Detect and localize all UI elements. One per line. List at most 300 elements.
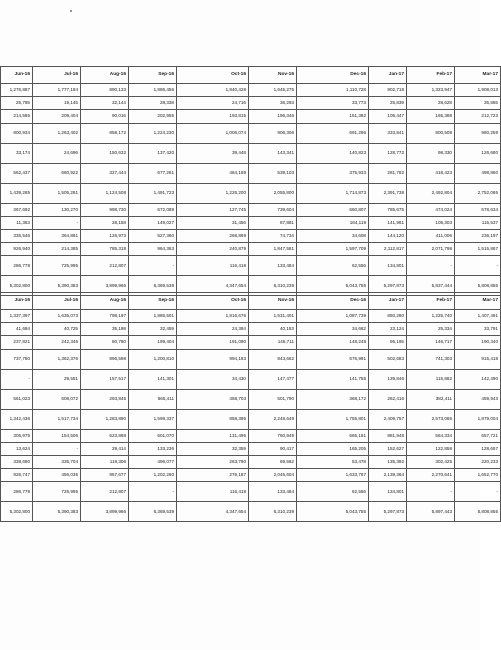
table-cell: 157,517 — [81, 369, 129, 389]
financial-table-top — [0, 66, 501, 296]
table-row — [1, 502, 501, 522]
table-cell: 1,633,767 — [297, 469, 369, 482]
table-cell: 1,515,867 — [455, 243, 501, 256]
table-cell: 2,139,364 — [369, 469, 407, 482]
table-cell: 1,886,456 — [129, 84, 177, 97]
table-cell: 212,807 — [81, 256, 129, 276]
table-cell: 122,858 — [407, 442, 455, 455]
table-cell: 338,690 — [1, 455, 33, 468]
table-row — [1, 482, 501, 502]
table-cell: 5,808,855 — [455, 276, 501, 296]
table-row — [1, 310, 501, 323]
table-cell: 202,955 — [129, 110, 177, 123]
table-cell: 2,409,757 — [369, 409, 407, 429]
column-header: Feb-17 — [407, 67, 455, 84]
table-cell: 29,551 — [33, 369, 81, 389]
column-header: Jun-16 — [1, 293, 33, 310]
table-cell: - — [129, 256, 177, 276]
table-cell: 994,183 — [177, 349, 249, 369]
column-header: Aug-16 — [81, 293, 129, 310]
table-cell: 382,411 — [407, 389, 455, 409]
column-header: Jun-16 — [1, 67, 33, 84]
table-cell: 760,949 — [249, 429, 297, 442]
table-cell: 62,556 — [297, 482, 369, 502]
table-cell: 28,628 — [407, 97, 455, 110]
table-row — [1, 163, 501, 183]
column-header: Sep-16 — [129, 67, 177, 84]
table-cell: 5,808,855 — [455, 502, 501, 522]
table-cell: 53,478 — [297, 455, 369, 468]
table-cell: 368,172 — [297, 389, 369, 409]
table-cell: 5,302,800 — [1, 276, 33, 296]
table-cell: 902,718 — [369, 84, 407, 97]
table-row — [1, 243, 501, 256]
table-cell: 23,124 — [369, 323, 407, 336]
table-cell: 141,755 — [297, 369, 369, 389]
table-cell: 725,995 — [33, 256, 81, 276]
table-cell: 2,573,065 — [407, 409, 455, 429]
table-cell: 32,459 — [129, 323, 177, 336]
table-cell: 501,790 — [249, 389, 297, 409]
table-cell: 115,882 — [407, 369, 455, 389]
scan-speck — [70, 10, 72, 12]
table-cell: 926,940 — [1, 243, 33, 256]
table-cell: 164,119 — [297, 216, 369, 229]
table-cell: 34,430 — [177, 369, 249, 389]
table-cell: 474,024 — [407, 203, 455, 216]
header-row — [1, 293, 501, 310]
table-cell: 34,608 — [297, 229, 369, 242]
table-cell: 146,717 — [407, 336, 455, 349]
table-cell: 578,634 — [455, 203, 501, 216]
table-cell: 190,340 — [455, 336, 501, 349]
table-cell: 116,418 — [177, 482, 249, 502]
table-cell: 6,310,239 — [249, 502, 297, 522]
table-cell: 739,604 — [249, 203, 297, 216]
table-cell: 335,546 — [1, 229, 33, 242]
table-cell: 1,598,337 — [129, 409, 177, 429]
table-cell: 5,897,443 — [407, 502, 455, 522]
table-cell: 741,303 — [407, 349, 455, 369]
table-row — [1, 216, 501, 229]
table-cell: 33,791 — [455, 323, 501, 336]
table-cell: 134,801 — [369, 256, 407, 276]
table-cell: 29,414 — [81, 442, 129, 455]
table-cell: 906,306 — [249, 123, 297, 143]
table-cell: 2,752,065 — [455, 183, 501, 203]
table-cell: 35,198 — [81, 323, 129, 336]
table-cell: 1,337,397 — [1, 310, 33, 323]
column-header: Dec-16 — [297, 293, 369, 310]
table-cell: 896,598 — [81, 349, 129, 369]
table-row — [1, 429, 501, 442]
table-cell: 35,865 — [455, 97, 501, 110]
table-cell: 364,861 — [33, 229, 81, 242]
table-cell: 5,390,383 — [33, 276, 81, 296]
table-cell: 998,730 — [81, 203, 129, 216]
table-cell: 785,318 — [81, 243, 129, 256]
table-cell: 1,517,734 — [33, 409, 81, 429]
table-cell: 154,506 — [33, 429, 81, 442]
table-cell: 25,839 — [369, 97, 407, 110]
table-cell: 4,347,654 — [177, 276, 249, 296]
table-cell: - — [455, 482, 501, 502]
table-cell: 456,035 — [33, 469, 81, 482]
table-cell: 13,624 — [1, 442, 33, 455]
table-cell: 798,197 — [81, 310, 129, 323]
table-cell: 561,023 — [1, 389, 33, 409]
table-cell: 69,562 — [249, 455, 297, 468]
column-header: Nov-16 — [249, 67, 297, 84]
table-cell: 36,293 — [249, 97, 297, 110]
table-cell: 24,716 — [177, 97, 249, 110]
table-cell: 5,302,800 — [1, 502, 33, 522]
table-row — [1, 256, 501, 276]
table-cell: 1,505,261 — [33, 183, 81, 203]
table-cell: 367,692 — [1, 203, 33, 216]
table-cell: 926,747 — [1, 469, 33, 482]
table-cell: 608,072 — [33, 389, 81, 409]
table-cell: 418,423 — [407, 163, 455, 183]
table-cell: 80,780 — [81, 336, 129, 349]
column-header: Jan-17 — [369, 67, 407, 84]
table-cell: 33,773 — [297, 97, 369, 110]
table-cell: 128,772 — [369, 143, 407, 163]
table-cell: 1,816,676 — [177, 310, 249, 323]
column-header: Oct-16 — [177, 293, 249, 310]
table-cell: 32,359 — [177, 442, 249, 455]
table-cell: 5,837,444 — [407, 276, 455, 296]
table-cell: 657,721 — [455, 429, 501, 442]
table-cell: 90,016 — [81, 110, 129, 123]
table-cell: 800,934 — [1, 123, 33, 143]
table-cell: - — [33, 442, 81, 455]
header-row — [1, 67, 501, 84]
table-cell: 87,881 — [249, 216, 297, 229]
table-row — [1, 442, 501, 455]
table-cell: - — [455, 256, 501, 276]
table-cell: - — [407, 482, 455, 502]
table-cell: 286,778 — [1, 482, 33, 502]
table-cell: 1,124,508 — [81, 183, 129, 203]
table-cell: 242,346 — [33, 336, 81, 349]
table-cell: 262,416 — [369, 389, 407, 409]
table-cell: 276,187 — [177, 469, 249, 482]
table-cell: 199,404 — [129, 336, 177, 349]
table-cell: 237,821 — [1, 336, 33, 349]
table-cell: 220,233 — [455, 455, 501, 468]
table-cell: 1,635,073 — [33, 310, 81, 323]
table-row — [1, 123, 501, 143]
table-cell: 5,043,755 — [297, 502, 369, 522]
table-cell: 459,943 — [455, 389, 501, 409]
table-cell: 843,662 — [249, 349, 297, 369]
table-cell: 1,847,581 — [249, 243, 297, 256]
table-cell: 135,392 — [369, 455, 407, 468]
table-cell: - — [129, 482, 177, 502]
table-cell: 881,948 — [369, 429, 407, 442]
table-cell: 527,360 — [129, 229, 177, 242]
table-cell: 1,652,770 — [455, 469, 501, 482]
table-cell: 1,087,739 — [297, 310, 369, 323]
table-cell: 191,090 — [177, 336, 249, 349]
table-cell: 375,933 — [297, 163, 369, 183]
table-cell: 131,495 — [177, 429, 249, 442]
table-cell: 165,388 — [407, 110, 455, 123]
table-cell: 5,043,755 — [297, 276, 369, 296]
table-cell: 3,899,966 — [81, 502, 129, 522]
table-cell: 40,183 — [249, 323, 297, 336]
table-cell: 143,341 — [249, 143, 297, 163]
table-row — [1, 369, 501, 389]
table-cell: 115,537 — [455, 216, 501, 229]
table-cell: 212,723 — [455, 110, 501, 123]
table-cell: 24,696 — [33, 143, 81, 163]
table-cell: 149,027 — [129, 216, 177, 229]
table-row — [1, 203, 501, 216]
table-cell: 665,181 — [297, 429, 369, 442]
table-cell: 2,112,817 — [369, 243, 407, 256]
table-cell: 130,270 — [33, 203, 81, 216]
table-cell: 150,632 — [81, 143, 129, 163]
table-cell: 62,556 — [297, 256, 369, 276]
table-cell: 28,158 — [81, 216, 129, 229]
column-header: Feb-17 — [407, 293, 455, 310]
table-cell: 1,491,723 — [129, 183, 177, 203]
table-cell: 147,477 — [249, 369, 297, 389]
table-cell: 2,270,641 — [407, 469, 455, 482]
table-cell: 137,420 — [129, 143, 177, 163]
table-cell: 5,297,873 — [369, 502, 407, 522]
table-cell: 240,879 — [177, 243, 249, 256]
table-cell: 1,879,004 — [455, 409, 501, 429]
table-cell: 2,071,798 — [407, 243, 455, 256]
table-cell: 3,899,966 — [81, 276, 129, 296]
table-cell: 725,995 — [33, 482, 81, 502]
table-cell: 151,382 — [297, 110, 369, 123]
table-cell: 980,259 — [455, 123, 501, 143]
table-cell: 464,189 — [177, 163, 249, 183]
table-cell: 74,734 — [249, 229, 297, 242]
column-header: Oct-16 — [177, 67, 249, 84]
table-cell: - — [1, 369, 33, 389]
table-cell: 327,444 — [81, 163, 129, 183]
table-cell: 116,418 — [177, 256, 249, 276]
table-cell: 133,236 — [129, 442, 177, 455]
table-cell: 24,384 — [177, 323, 249, 336]
table-cell: 140,823 — [297, 143, 369, 163]
table-cell: 4,347,654 — [177, 502, 249, 522]
table-cell: 858,172 — [81, 123, 129, 143]
table-cell: 139,846 — [369, 369, 407, 389]
table-cell: 1,110,728 — [297, 84, 369, 97]
table-cell: 411,006 — [407, 229, 455, 242]
table-cell: 2,248,649 — [249, 409, 297, 429]
table-cell: 1,006,074 — [177, 123, 249, 143]
table-cell: 305,975 — [1, 429, 33, 442]
table-cell: 1,225,740 — [407, 310, 455, 323]
table-cell: 1,755,801 — [297, 409, 369, 429]
table-cell: 196,346 — [249, 110, 297, 123]
table-cell: 1,276,887 — [1, 84, 33, 97]
table-row — [1, 349, 501, 369]
table-cell: 28,338 — [129, 97, 177, 110]
table-cell: 785,675 — [369, 203, 407, 216]
table-cell: 214,385 — [33, 243, 81, 256]
table-cell: 141,301 — [129, 369, 177, 389]
table-cell: 126,680 — [455, 143, 501, 163]
table-cell: 458,703 — [177, 389, 249, 409]
table-cell: 40,725 — [33, 323, 81, 336]
table-cell: 281,782 — [369, 163, 407, 183]
table-row — [1, 84, 501, 97]
table-cell: 665,411 — [129, 389, 177, 409]
table-cell: 33,174 — [1, 143, 33, 163]
table-cell: 209,404 — [33, 110, 81, 123]
table-cell: 105,447 — [369, 110, 407, 123]
table-cell: 333,841 — [369, 123, 407, 143]
table-cell: 1,224,230 — [129, 123, 177, 143]
table-cell: 11,363 — [1, 216, 33, 229]
table-cell: 850,280 — [369, 310, 407, 323]
table-cell: 858,395 — [177, 409, 249, 429]
column-header: Jul-16 — [33, 293, 81, 310]
table-cell: 148,248 — [297, 336, 369, 349]
table-cell: 263,790 — [177, 455, 249, 468]
table-cell: 268,869 — [177, 229, 249, 242]
table-cell: 539,103 — [249, 163, 297, 183]
table-cell: 214,585 — [1, 110, 33, 123]
table-cell: 564,334 — [407, 429, 455, 442]
table-cell: 623,868 — [81, 429, 129, 442]
table-row — [1, 143, 501, 163]
table-cell: 25,785 — [1, 97, 33, 110]
table-cell: 1,323,947 — [407, 84, 455, 97]
table-cell: 133,484 — [249, 256, 297, 276]
table-cell: 126,973 — [81, 229, 129, 242]
table-cell: 1,597,709 — [297, 243, 369, 256]
table-cell: 1,283,890 — [81, 409, 129, 429]
table-cell: 800,508 — [407, 123, 455, 143]
table-cell: 32,144 — [81, 97, 129, 110]
table-cell: 1,342,436 — [1, 409, 33, 429]
table-cell: 236,197 — [455, 229, 501, 242]
table-cell: 672,089 — [129, 203, 177, 216]
table-cell: 1,362,376 — [33, 349, 81, 369]
table-row — [1, 323, 501, 336]
table-cell: 5,297,873 — [369, 276, 407, 296]
table-cell: 1,202,260 — [129, 469, 177, 482]
table-cell: 39,448 — [177, 143, 249, 163]
table-cell: 1,439,265 — [1, 183, 33, 203]
table-cell: - — [33, 216, 81, 229]
table-cell: 152,627 — [369, 442, 407, 455]
table-cell: 562,437 — [1, 163, 33, 183]
table-cell: 6,369,539 — [129, 276, 177, 296]
table-cell: 127,745 — [177, 203, 249, 216]
table-cell: 660,807 — [297, 203, 369, 216]
table-cell: 34,662 — [297, 323, 369, 336]
table-cell: 496,077 — [129, 455, 177, 468]
table-cell: 737,780 — [1, 349, 33, 369]
table-cell: 660,922 — [33, 163, 81, 183]
table-row — [1, 110, 501, 123]
table-cell: 2,492,804 — [407, 183, 455, 203]
table-cell: 90,417 — [249, 442, 297, 455]
table-cell: 5,390,383 — [33, 502, 81, 522]
table-cell: 41,684 — [1, 323, 33, 336]
table-cell: 19,145 — [33, 97, 81, 110]
column-header: Dec-16 — [297, 67, 369, 84]
table-cell: 335,704 — [33, 455, 81, 468]
table-cell: 142,490 — [455, 369, 501, 389]
table-cell: 915,418 — [455, 349, 501, 369]
table-cell: 964,363 — [129, 243, 177, 256]
table-cell: 1,226,200 — [177, 183, 249, 203]
table-row — [1, 389, 501, 409]
table-cell: 165,205 — [297, 442, 369, 455]
table-cell: 502,683 — [369, 349, 407, 369]
table-cell: - — [407, 256, 455, 276]
table-row — [1, 469, 501, 482]
table-cell: 1,714,873 — [297, 183, 369, 203]
table-cell: 25,334 — [407, 323, 455, 336]
table-cell: 98,330 — [407, 143, 455, 163]
table-cell: 95,195 — [369, 336, 407, 349]
table-cell: 212,807 — [81, 482, 129, 502]
table-cell: 144,120 — [369, 229, 407, 242]
table-cell: 286,778 — [1, 256, 33, 276]
table-cell: 1,777,184 — [33, 84, 81, 97]
table-cell: 119,306 — [81, 455, 129, 468]
table-cell: 1,407,491 — [455, 310, 501, 323]
column-header: Jul-16 — [33, 67, 81, 84]
table-cell: 957,677 — [81, 469, 129, 482]
table-cell: 6,369,539 — [129, 502, 177, 522]
table-cell: 1,200,810 — [129, 349, 177, 369]
table-cell: 128,657 — [455, 442, 501, 455]
table-cell: 1,531,401 — [249, 310, 297, 323]
column-header: Aug-16 — [81, 67, 129, 84]
table-cell: 145,711 — [249, 336, 297, 349]
financial-table-bottom — [0, 292, 501, 522]
table-cell: 691,296 — [297, 123, 369, 143]
table-row — [1, 455, 501, 468]
table-cell: 133,484 — [249, 482, 297, 502]
table-cell: 2,045,604 — [249, 469, 297, 482]
table-row — [1, 229, 501, 242]
column-header: Nov-16 — [249, 293, 297, 310]
table-row — [1, 409, 501, 429]
table-row — [1, 97, 501, 110]
table-cell: 601,070 — [129, 429, 177, 442]
table-cell: 31,456 — [177, 216, 249, 229]
table-cell: 1,885,501 — [129, 310, 177, 323]
table-cell: 134,801 — [369, 482, 407, 502]
table-cell: 302,425 — [407, 455, 455, 468]
table-cell: 890,133 — [81, 84, 129, 97]
column-header: Mar-17 — [455, 293, 501, 310]
column-header: Jan-17 — [369, 293, 407, 310]
table-cell: 1,645,275 — [249, 84, 297, 97]
table-cell: 676,991 — [297, 349, 369, 369]
table-cell: 105,303 — [407, 216, 455, 229]
column-header: Mar-17 — [455, 67, 501, 84]
table-cell: 141,961 — [369, 216, 407, 229]
table-cell: 2,055,800 — [249, 183, 297, 203]
table-cell: 2,391,738 — [369, 183, 407, 203]
table-cell: 498,860 — [455, 163, 501, 183]
